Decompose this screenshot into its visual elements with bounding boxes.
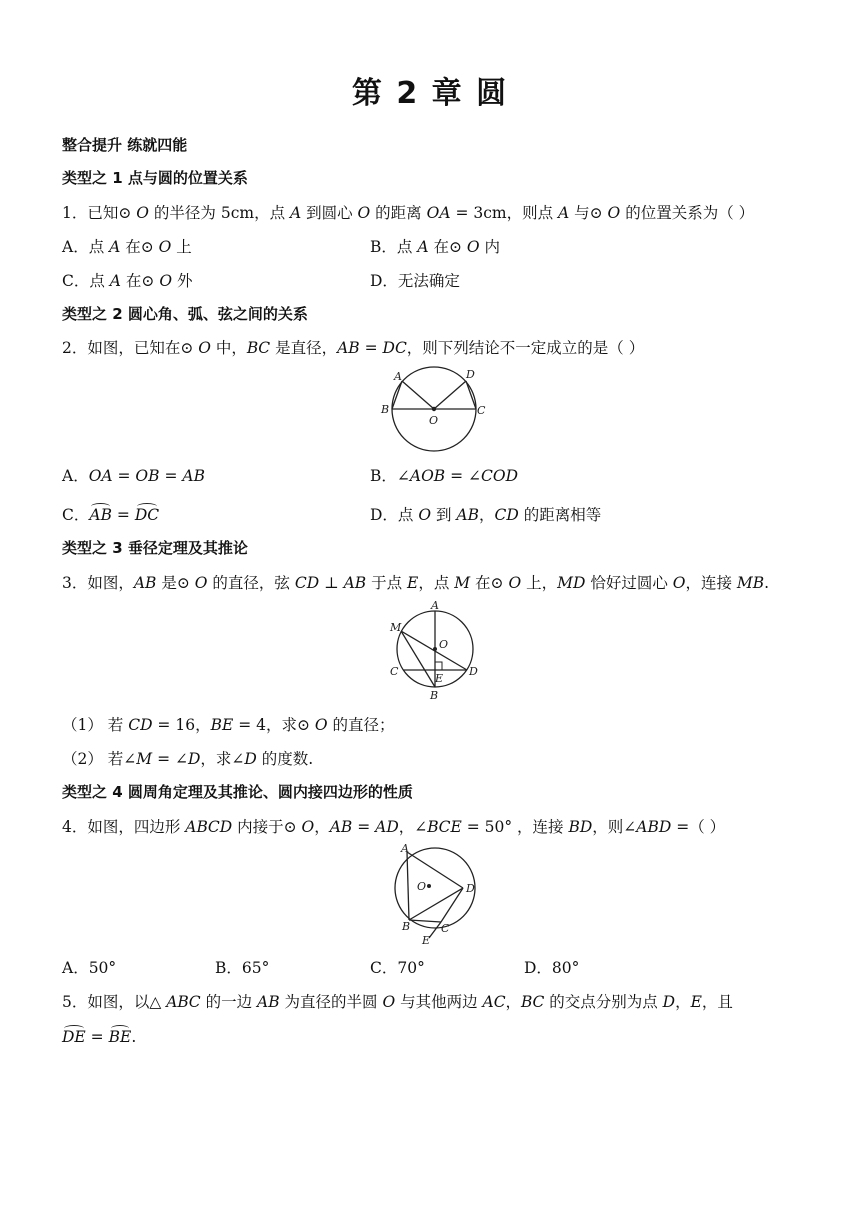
type-heading-4: 类型之 4 圆周角定理及其推论、圆内接四边形的性质 xyxy=(62,783,413,801)
label-c: C xyxy=(390,665,399,678)
label-a: A xyxy=(431,599,439,612)
label-b: B xyxy=(381,403,390,416)
question-2-option-d: D．点 𝑂 到 𝐴𝐵，𝐶𝐷 的距离相等 xyxy=(370,506,602,524)
question-4-option-a: A．50° xyxy=(62,959,117,977)
perpendicular-diameter-figure xyxy=(385,598,485,702)
question-2-stem: 2．如图，已知在⊙ 𝑂 中，𝐵𝐶 是直径，𝐴𝐵 = 𝐷𝐶，则下列结论不一定成立的是（ ） xyxy=(62,339,645,357)
type-heading-3: 类型之 3 垂径定理及其推论 xyxy=(62,539,248,557)
question-1-option-b: B．点 𝐴 在⊙ 𝑂 内 xyxy=(370,238,500,256)
question-3-part-2: （2） 若∠𝑀 = ∠𝐷，求∠𝐷 的度数. xyxy=(62,750,314,768)
arc-dc: 𝐷𝐶 xyxy=(134,506,160,524)
label-o: O xyxy=(439,638,449,651)
question-5-condition: 𝐷𝐸 = 𝐵𝐸. xyxy=(62,1028,137,1046)
question-3-part-1: （1） 若 𝐶𝐷 = 16，𝐵𝐸 = 4，求⊙ 𝑂 的直径； xyxy=(62,716,395,734)
label-d: D xyxy=(466,368,475,381)
question-5-stem: 5．如图，以△ 𝐴𝐵𝐶 的一边 𝐴𝐵 为直径的半圆 𝑂 与其他两边 𝐴𝐶，𝐵𝐶 的交点分别为点 𝐷，𝐸，且 xyxy=(62,993,733,1011)
page-title: 第 2 章 圆 xyxy=(351,76,509,111)
question-1-option-d: D．无法确定 xyxy=(370,272,460,290)
question-2-option-a: A．𝑂𝐴 = 𝑂𝐵 = 𝐴𝐵 xyxy=(62,467,205,485)
label-c: C xyxy=(441,922,450,935)
question-4-stem: 4．如图，四边形 𝐴𝐵𝐶𝐷 内接于⊙ 𝑂，𝐴𝐵 = 𝐴𝐷，∠𝐵𝐶𝐸 = 50° ，连接 𝐵𝐷，则∠𝐴𝐵𝐷 =（ ） xyxy=(62,818,726,836)
question-4-option-c: C．70° xyxy=(370,959,425,977)
question-1-stem: 1．已知⊙ 𝑂 的半径为 5cm，点 𝐴 到圆心 𝑂 的距离 𝑂𝐴 = 3cm，则点 𝐴 与⊙ 𝑂 的位置关系为（ ） xyxy=(62,204,755,222)
question-4-figure xyxy=(385,840,485,954)
question-3-stem: 3．如图，𝐴𝐵 是⊙ 𝑂 的直径，弦 𝐶𝐷 ⊥ 𝐴𝐵 于点 𝐸，点 𝑀 在⊙ 𝑂 上，𝑀𝐷 恰好过圆心 𝑂，连接 𝑀𝐵. xyxy=(62,574,770,592)
label-o: O xyxy=(429,414,439,427)
question-2-option-c: C．𝐴𝐵 = 𝐷𝐶 xyxy=(62,506,160,524)
label-d: D xyxy=(466,882,475,895)
label-o: O xyxy=(417,880,427,893)
question-2-figure xyxy=(378,364,488,460)
question-2-option-b: B．∠𝐴𝑂𝐵 = ∠𝐶𝑂𝐷 xyxy=(370,467,518,485)
label-a: A xyxy=(394,370,402,383)
label-m: M xyxy=(390,621,402,634)
arc-de: 𝐷𝐸 xyxy=(62,1028,86,1046)
label-d: D xyxy=(469,665,478,678)
question-4-option-b: B．65° xyxy=(215,959,270,977)
type-heading-2: 类型之 2 圆心角、弧、弦之间的关系 xyxy=(62,305,308,323)
label-b: B xyxy=(402,920,411,933)
label-b: B xyxy=(430,689,439,702)
question-1-option-a: A．点 𝐴 在⊙ 𝑂 上 xyxy=(62,238,192,256)
question-3-figure xyxy=(385,598,485,706)
type-heading-1: 类型之 1 点与圆的位置关系 xyxy=(62,169,248,187)
arc-be: 𝐵𝐸 xyxy=(108,1028,132,1046)
arc-ab: 𝐴𝐵 xyxy=(89,506,112,524)
circle-diameter-figure xyxy=(378,364,488,456)
label-e: E xyxy=(422,934,431,947)
label-a: A xyxy=(401,842,409,855)
question-4-option-d: D．80° xyxy=(524,959,580,977)
question-1-option-c: C．点 𝐴 在⊙ 𝑂 外 xyxy=(62,272,193,290)
inscribed-quadrilateral-figure xyxy=(385,840,485,950)
section-heading: 整合提升 练就四能 xyxy=(62,136,188,154)
label-e: E xyxy=(435,672,444,685)
label-c: C xyxy=(477,404,486,417)
